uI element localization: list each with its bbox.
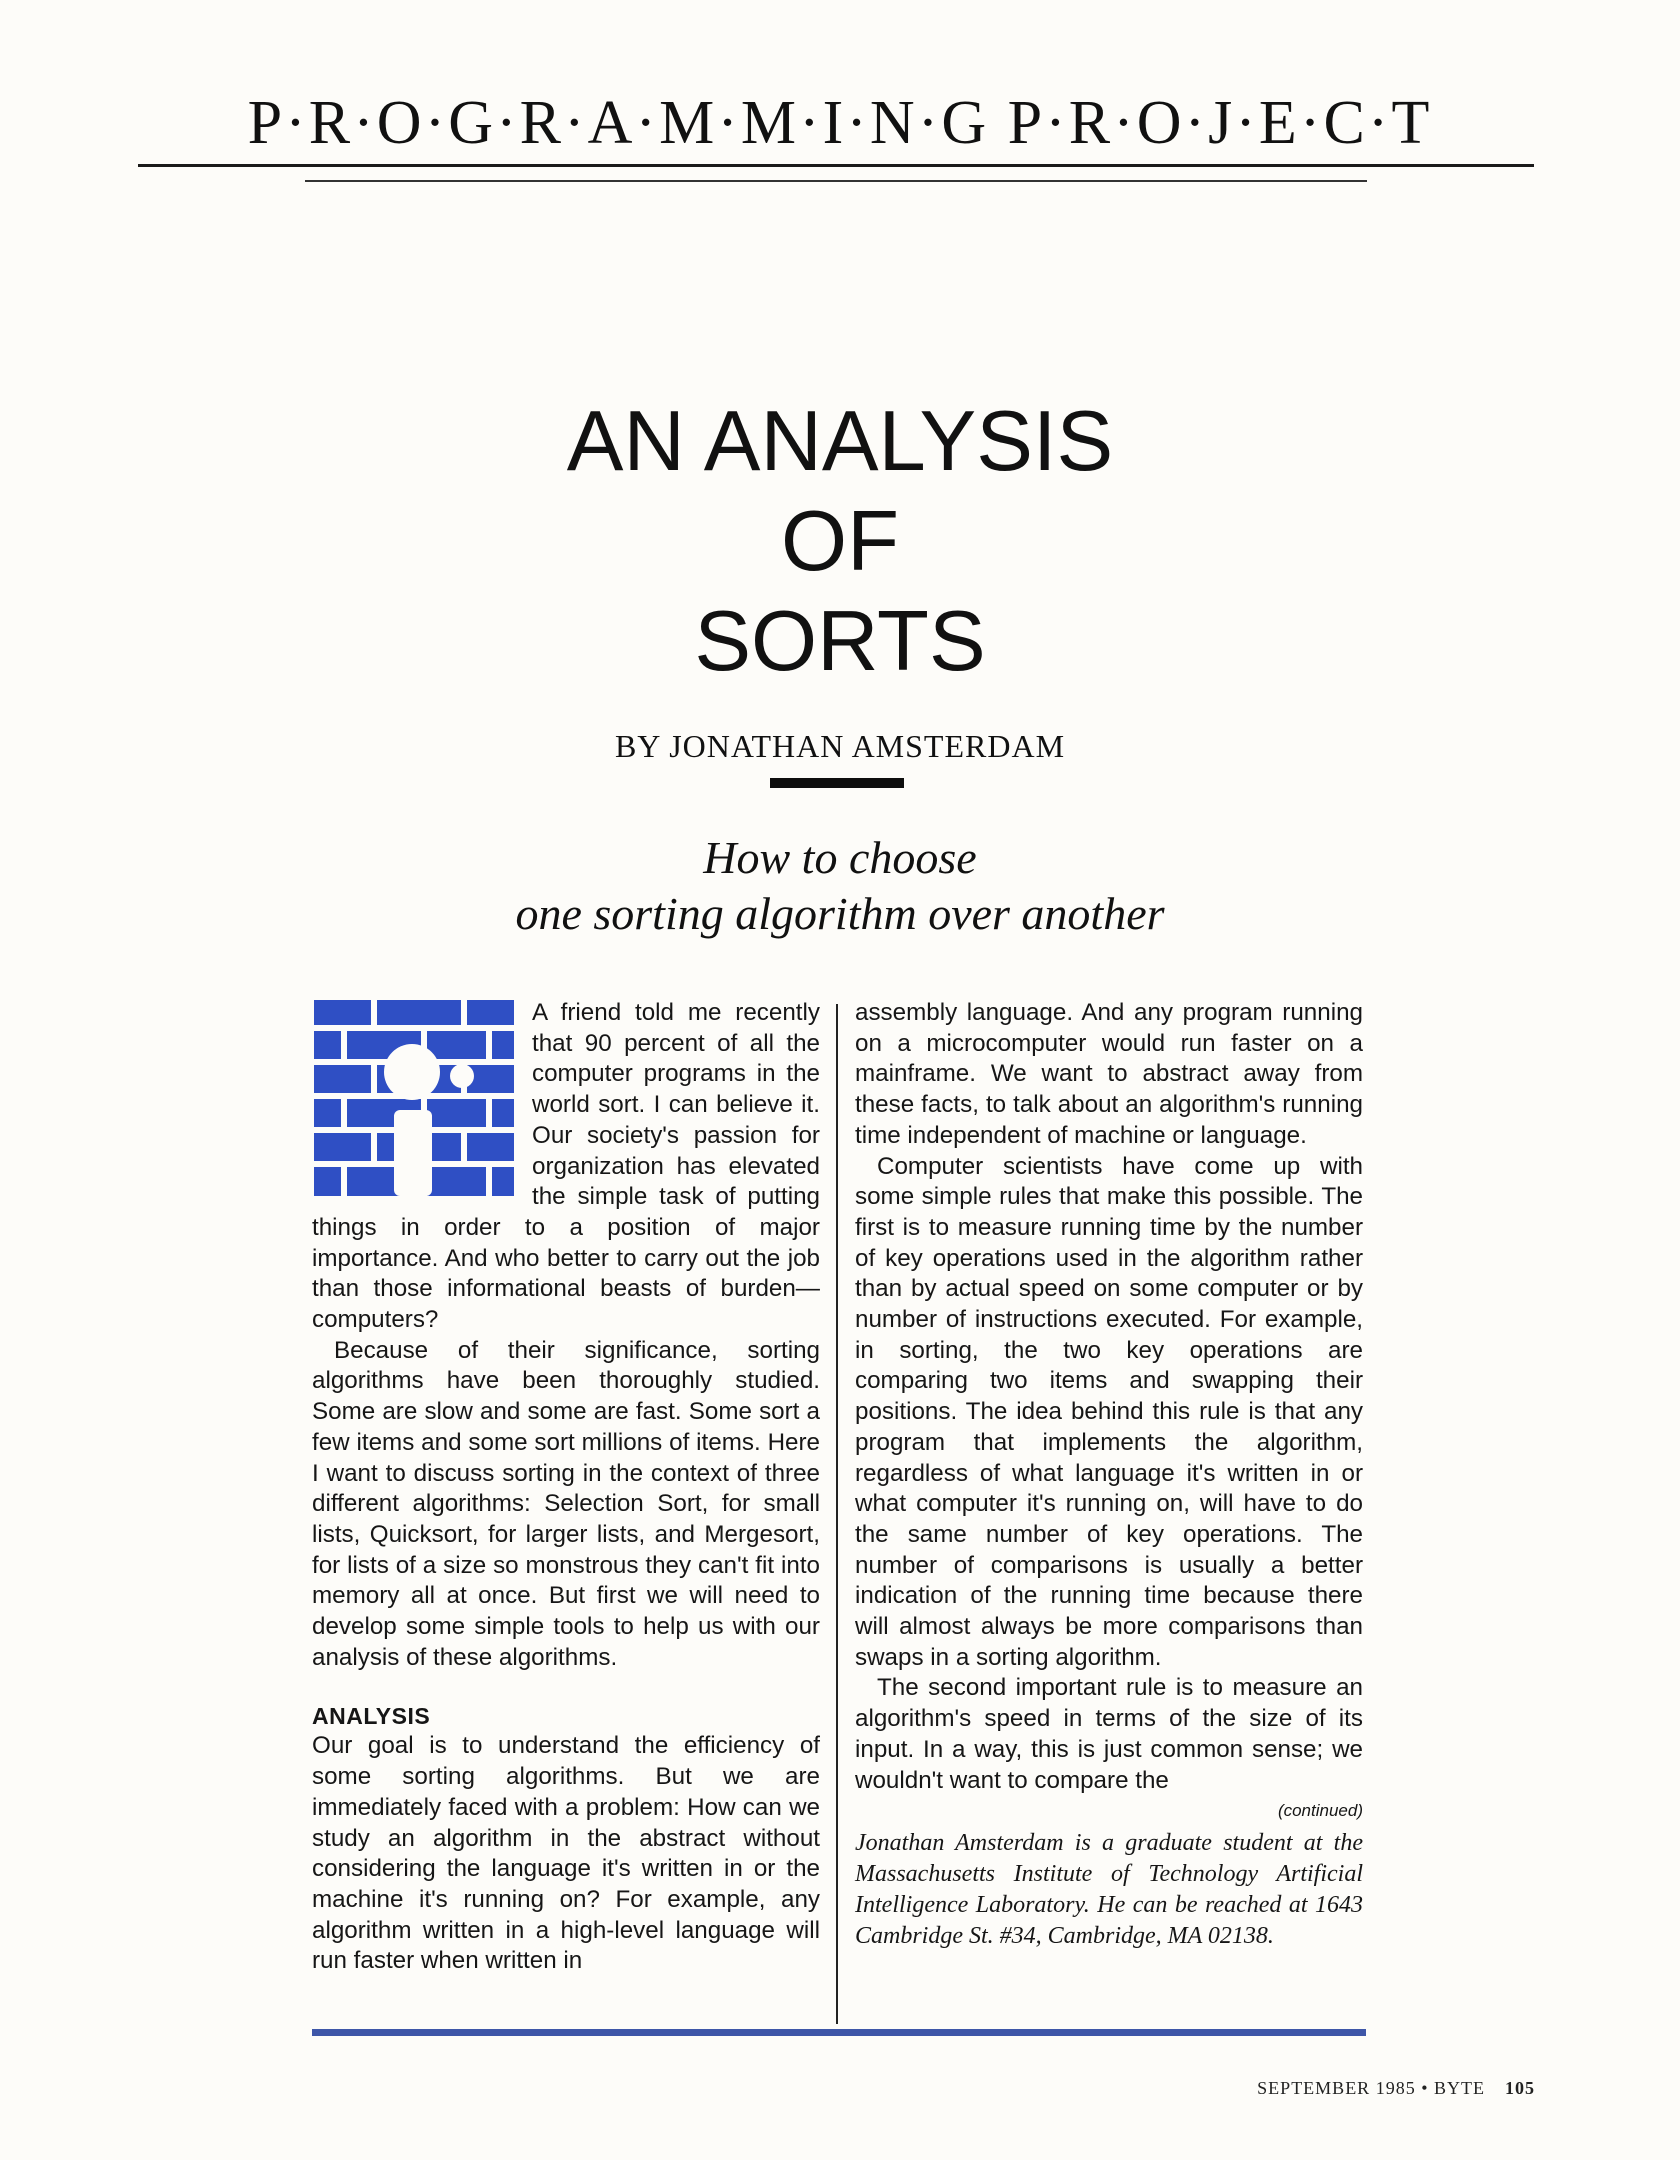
header-rule-thick — [138, 164, 1534, 167]
right-paragraph-2: Computer scientists have come up with some simple rules that make this possible. The first is to measure running time by the number of key operations used in the algorithm rather than by actual speed on some computer or by number of instructions executed. For example, in sorting, the two key operations are comparing two items and swapping their positions. The idea behind this rule is that any program that implements the algorithm, regardless of what language it's written in or what computer it's running on, will have to do the same number of key operations. The number of comparisons is usually a better indication of the running time because there will almost always be more comparisons than swaps in a sorting algorithm. — [855, 1152, 1363, 1671]
brick-wall-letter-i-icon — [314, 1000, 514, 1196]
title-line-3: SORTS — [694, 594, 986, 689]
section-heading-analysis: ANALYSIS — [312, 1703, 431, 1730]
continued-note: (continued) — [1277, 1801, 1363, 1821]
article-title — [330, 392, 1350, 692]
left-column — [312, 998, 820, 1977]
right-column — [855, 998, 1363, 1952]
issue-label: SEPTEMBER 1985 • BYTE — [1257, 2078, 1485, 2098]
right-paragraph-3: The second important rule is to measure an algorithm's speed in terms of the size of its input. In a way, this is just common sense; we wouldn't want to compare the — [855, 1674, 1363, 1794]
byline-bar — [770, 778, 904, 788]
deck-line-2: one sorting algorithm over another — [515, 888, 1165, 939]
left-paragraph-3: Our goal is to understand the efficiency of some sorting algorithms. But we are immediately faced with a problem: How can we study an algorithm in the abstract without considering the language it's written in or the machine it's running on? For example, any algorithm written in a high-level language will run faster when written in — [312, 1732, 820, 1975]
title-line-1: AN ANALYSIS — [566, 394, 1114, 489]
header-rule-thin — [305, 180, 1367, 182]
article-deck — [330, 830, 1350, 942]
title-line-2: OF — [780, 494, 900, 589]
intro-paragraph: A friend told me recently that 90 percent of all the computer programs in the world sort. I can believe it. Our society's passion for organization has elevated the simple task of putting things in order to a position of major importance. And who better to carry out the job than those informational beasts of burden—computers? — [312, 999, 820, 1334]
left-paragraph-2: Because of their significance, sorting algorithms have been thoroughly studied. Some are slow and some are fast. Some sort a few items and some sort millions of items. Here I want to discuss sorting in the context of three different algorithms: Selection Sort, for small lists, Quicksort, for larger lists, and Mergesort, for lists of a size so monstrous they can't fit into memory all at once. But first we will need to develop some simple tools to help us with our analysis of these algorithms. — [312, 1336, 820, 1671]
deck-line-1: How to choose — [703, 832, 977, 883]
author-bio: Jonathan Amsterdam is a graduate student at the Massachusetts Institute of Technology Artificial Intelligence Laboratory. He can be reached at 1643 Cambridge St. #34, Cambridge, MA 02138. — [855, 1830, 1363, 1950]
bottom-color-rule — [312, 2029, 1366, 2036]
page-folio — [1257, 2078, 1535, 2099]
column-divider — [836, 1004, 838, 2024]
byline: BY JONATHAN AMSTERDAM — [614, 728, 1066, 764]
right-paragraph-1: assembly language. And any program running on a microcomputer would run faster on a mainframe. We want to abstract away from these facts, to talk about an algorithm's running time independent of machine or language. — [855, 999, 1363, 1149]
department-heading: P·R·O·G·R·A·M·M·I·N·G P·R·O·J·E·C·T — [247, 89, 1433, 157]
page-number: 105 — [1505, 2078, 1535, 2098]
